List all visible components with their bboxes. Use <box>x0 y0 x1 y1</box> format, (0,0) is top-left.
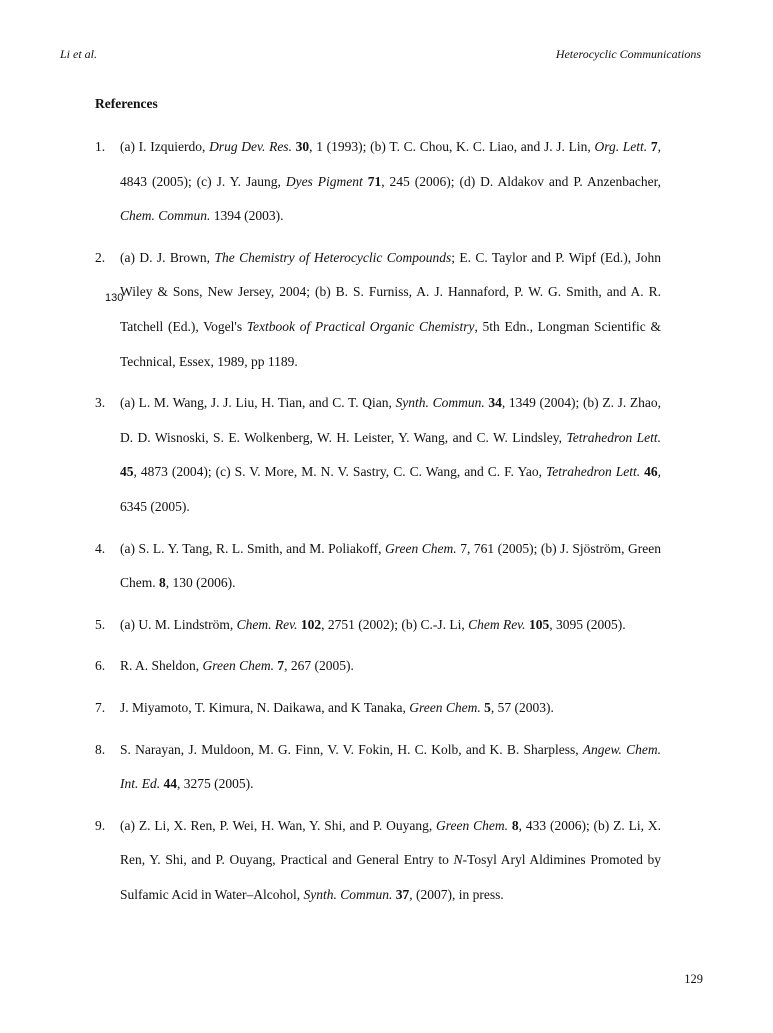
reference-volume: 102 <box>300 616 322 632</box>
reference-text <box>120 541 661 591</box>
reference-volume: 105 <box>528 616 550 632</box>
reference-italic-segment: Textbook of Practical Organic Chemistry <box>246 318 475 334</box>
reference-italic-segment: Chem Rev. <box>468 616 526 632</box>
reference-number: 7. <box>95 699 106 715</box>
reference-volume: 7 <box>650 139 658 154</box>
reference-item <box>95 733 661 802</box>
reference-italic-segment: Green Chem. <box>202 658 274 674</box>
reference-italic-segment: Drug Dev. Res. <box>209 139 292 154</box>
reference-italic-segment: Chem. Commun. <box>120 208 211 224</box>
reference-volume: 37 <box>395 886 410 902</box>
reference-volume: 45 <box>120 464 134 480</box>
reference-segment: J. Miyamoto, T. Kimura, N. Daikawa, and K Tanaka, <box>120 699 410 715</box>
reference-item <box>95 386 661 524</box>
reference-segment: (a) Z. Li, X. Ren, P. Wei, H. Wan, Y. Shi, and P. Ouyang, <box>120 817 437 833</box>
reference-item <box>95 809 661 913</box>
reference-italic-segment: Synth. Commun. <box>303 886 393 902</box>
reference-text <box>120 818 661 902</box>
reference-volume: 8 <box>511 817 519 833</box>
reference-segment: R. A. Sheldon, <box>120 658 203 674</box>
reference-number: 1. <box>95 139 106 154</box>
reference-item <box>95 649 661 684</box>
reference-segment: , (2007), in press. <box>409 886 504 902</box>
reference-volume: 71 <box>367 173 382 189</box>
reference-item <box>95 608 661 643</box>
reference-italic-segment: Green Chem. <box>409 699 481 715</box>
reference-segment: , 3275 (2005). <box>177 776 254 792</box>
reference-number: 5. <box>95 616 106 632</box>
reference-segment: , 57 (2003). <box>490 699 554 715</box>
margin-page-mark: 130 <box>105 292 124 304</box>
reference-italic-segment: Tetrahedron Lett. <box>545 464 641 480</box>
reference-segment: 1394 (2003). <box>210 208 284 224</box>
reference-segment: (a) S. L. Y. Tang, R. L. Smith, and M. Poliakoff, <box>120 540 386 556</box>
reference-italic-segment: Chem. Rev. <box>236 616 298 632</box>
reference-text <box>120 250 661 369</box>
reference-italic-segment: Org. Lett. <box>594 139 648 154</box>
reference-segment: ; E. C. Taylor and P. Wipf (Ed.), John Wiley & Sons, New Jersey, 2004; (b) B. S. Furniss, A. J. Hannaford, P. W. G. Smith, and A. R. Tatchell (Ed.), Vogel's <box>120 249 661 334</box>
reference-segment: S. Narayan, J. Muldoon, M. G. Finn, V. V. Fokin, H. C. Kolb, and K. B. Sharpless, <box>120 741 583 757</box>
reference-italic-segment: Green Chem. <box>436 817 509 833</box>
running-head-journal: Heterocyclic Communications <box>555 47 701 61</box>
reference-volume: 7 <box>277 658 285 674</box>
reference-volume: 8 <box>159 575 166 591</box>
reference-segment: , 4873 (2004); (c) S. V. More, M. N. V. Sastry, C. C. Wang, and C. F. Yao, <box>133 464 546 480</box>
reference-segment: (a) I. Izquierdo, <box>120 139 210 154</box>
reference-number: 3. <box>95 395 106 411</box>
reference-number: 2. <box>95 249 106 265</box>
reference-volume: 46 <box>644 464 658 480</box>
reference-item <box>95 532 661 601</box>
reference-italic-segment: Green Chem. <box>385 540 457 556</box>
reference-segment: (a) L. M. Wang, J. J. Liu, H. Tian, and C. T. Qian, <box>120 395 396 411</box>
reference-italic-segment: Synth. Commun. <box>395 395 485 411</box>
references-heading: References <box>95 96 158 111</box>
reference-segment: , 3095 (2005). <box>549 616 626 632</box>
reference-number: 6. <box>95 658 106 674</box>
reference-number: 4. <box>95 540 106 556</box>
reference-segment: , 245 (2006); (d) D. Aldakov and P. Anzenbacher, <box>381 173 661 189</box>
reference-italic-segment: N <box>453 852 463 868</box>
reference-text <box>120 658 354 673</box>
reference-italic-segment: Angew. Chem. Int. Ed. <box>120 741 661 792</box>
reference-segment: , 1 (1993); (b) T. C. Chou, K. C. Liao, and J. J. Lin, <box>309 139 595 154</box>
reference-italic-segment: Tetrahedron Lett. <box>566 429 661 445</box>
reference-segment: 7, 761 (2005); (b) J. Sjöström, Green Chem. <box>120 540 661 591</box>
reference-italic-segment: The Chemistry of Heterocyclic Compounds <box>214 249 452 265</box>
reference-volume: 30 <box>295 139 310 154</box>
reference-volume: 44 <box>163 776 177 792</box>
reference-text <box>120 617 626 632</box>
reference-text <box>120 395 661 514</box>
reference-volume: 34 <box>488 395 502 411</box>
reference-segment: -Tosyl Aryl Aldimines Promoted by Sulfamic Acid in Water–Alcohol, <box>120 852 661 902</box>
reference-text <box>120 742 661 792</box>
reference-segment: (a) U. M. Lindström, <box>120 616 237 632</box>
running-head-authors: Li et al. <box>60 47 98 61</box>
reference-text <box>120 139 661 223</box>
reference-segment: , 1349 (2004); (b) Z. J. Zhao, D. D. Wisnoski, S. E. Wolkenberg, W. H. Leister, Y. Wang, and C. W. Lindsley, <box>120 395 662 445</box>
reference-number: 8. <box>95 741 106 757</box>
reference-segment: , 4843 (2005); (c) J. Y. Jaung, <box>120 139 661 189</box>
reference-item <box>95 691 661 726</box>
reference-number: 9. <box>95 817 106 833</box>
reference-segment: , 433 (2006); (b) Z. Li, X. Ren, Y. Shi, and P. Ouyang, Practical and General Entry to <box>120 817 661 868</box>
reference-segment: , 5th Edn., Longman Scientific & Technical, Essex, 1989, pp 1189. <box>120 318 661 369</box>
reference-segment: (a) D. J. Brown, <box>120 249 215 265</box>
reference-item <box>95 241 661 379</box>
reference-segment: , 2751 (2002); (b) C.-J. Li, <box>321 616 469 632</box>
reference-volume: 5 <box>484 699 491 715</box>
reference-segment: , 130 (2006). <box>165 575 236 591</box>
reference-italic-segment: Dyes Pigment <box>285 173 363 189</box>
reference-text <box>120 700 554 715</box>
reference-list <box>95 130 661 919</box>
page-number: 129 <box>684 972 703 986</box>
reference-segment: , 6345 (2005). <box>120 464 662 514</box>
reference-segment: , 267 (2005). <box>284 658 354 674</box>
reference-item <box>95 130 661 234</box>
